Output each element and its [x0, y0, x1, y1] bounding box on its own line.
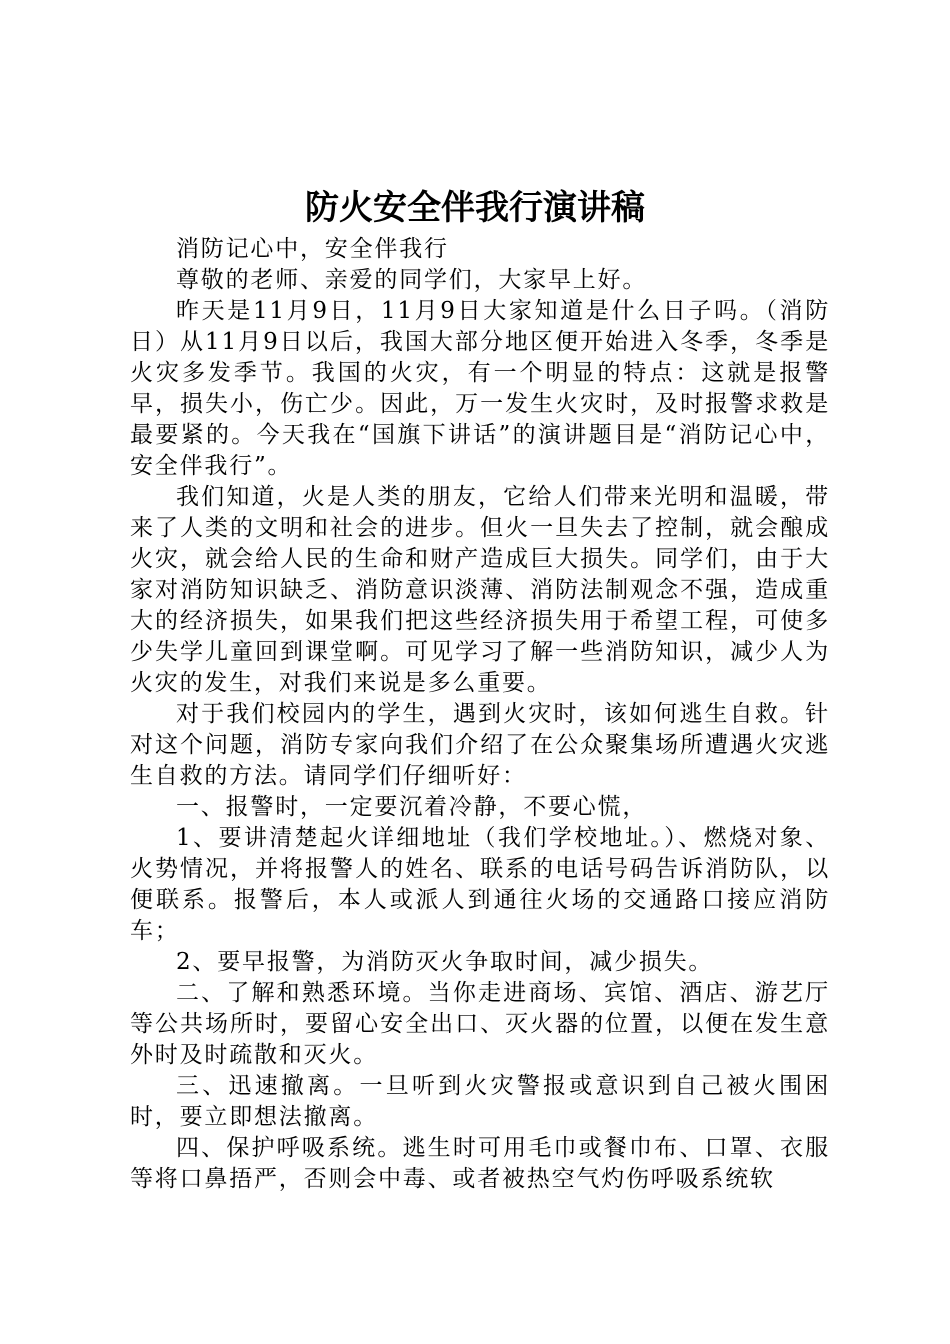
document-title: 防火安全伴我行演讲稿 — [305, 188, 645, 228]
paragraph-section: 二、了解和熟悉环境。当你走进商场、宾馆、酒店、游艺厅等公共场所时，要留心安全出口、灭火器的位置，以便在发生意外时及时疏散和灭火。 — [130, 980, 830, 1068]
paragraph-list-item: 1、要讲清楚起火详细地址（我们学校地址。）、燃烧对象、火势情况，并将报警人的姓名、联系的电话号码告诉消防队，以便联系。报警后，本人或派人到通往火场的交通路口接应消防车； — [130, 825, 830, 944]
paragraph-list-item: 2、要早报警，为消防灭火争取时间，减少损失。 — [176, 949, 714, 975]
paragraph: 我们知道，火是人类的朋友，它给人们带来光明和温暖，带来了人类的文明和社会的进步。但火一旦失去了控制，就会酿成火灾，就会给人民的生命和财产造成巨大损失。同学们，由于大家对消防知识缺乏、消防意识淡薄、消防法制观念不强，造成重大的经济损失，如果我们把这些经济损失用于希望工程，可使多少失学儿童回到课堂啊。可见学习了解一些消防知识，减少人为火灾的发生，对我们来说是多么重要。 — [130, 484, 830, 696]
document-body — [130, 234, 830, 1195]
paragraph-section-heading: 一、报警时，一定要沉着冷静，不要心慌， — [176, 794, 648, 820]
paragraph-greeting: 尊敬的老师、亲爱的同学们，大家早上好。 — [176, 267, 648, 293]
paragraph: 对于我们校园内的学生，遇到火灾时，该如何逃生自救。针对这个问题，消防专家向我们介绍了在公众聚集场所遭遇火灾逃生自救的方法。请同学们仔细听好： — [130, 701, 830, 789]
paragraph-subtitle: 消防记心中，安全伴我行 — [176, 236, 449, 262]
paragraph-section: 四、保护呼吸系统。逃生时可用毛巾或餐巾布、口罩、衣服等将口鼻捂严，否则会中毒、或者被热空气灼伤呼吸系统软 — [130, 1135, 830, 1192]
paragraph-section: 三、迅速撤离。一旦听到火灾警报或意识到自己被火围困时，要立即想法撤离。 — [130, 1073, 830, 1130]
paragraph: 昨天是11月9日，11月9日大家知道是什么日子吗。（消防日）从11月9日以后，我国大部分地区便开始进入冬季，冬季是火灾多发季节。我国的火灾，有一个明显的特点：这就是报警早，损失小，伤亡少。因此，万一发生火灾时，及时报警求救是最要紧的。今天我在“国旗下讲话”的演讲题目是“消防记心中，安全伴我行”。 — [130, 298, 830, 479]
